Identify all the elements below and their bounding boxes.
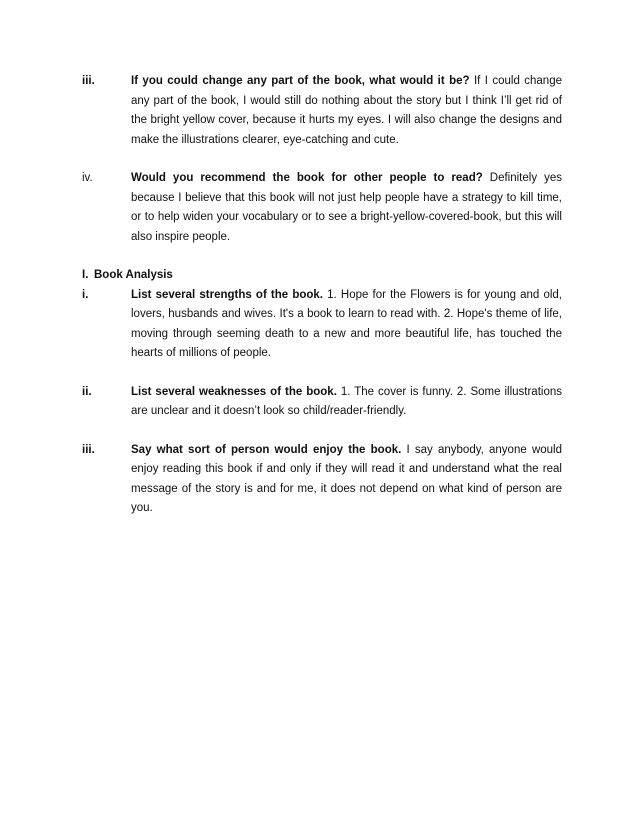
section-numeral: I.: [82, 269, 89, 281]
question-item-iv-recommend: [82, 169, 562, 247]
section-title: Book Analysis: [94, 269, 173, 281]
document-content: [82, 72, 562, 538]
item-question: List several weaknesses of the book.: [131, 385, 337, 398]
analysis-item-audience: [82, 441, 562, 519]
item-numeral: iv.: [82, 172, 93, 184]
item-answer: 1. The cover is funny. 2. Some illustrations are unclear and it doesn’t look so child/reader-friendly.: [131, 385, 562, 417]
item-question: Would you recommend the book for other people to read?: [131, 172, 483, 184]
item-answer: 1. Hope for the Flowers is for young and old, lovers, husbands and wives. It's a book to learn to read with. 2. Hope's theme of life, moving through seeming death to a new and more beautiful life, has touched the hearts of millions of people.: [131, 288, 563, 359]
item-numeral: iii.: [82, 75, 95, 87]
item-question: List several strengths of the book.: [131, 288, 323, 301]
section-heading-book-analysis: [82, 266, 562, 286]
item-question: If you could change any part of the book, what would it be?: [131, 75, 470, 87]
analysis-item-weaknesses: [82, 383, 562, 422]
item-numeral: i.: [82, 288, 89, 301]
item-body: [131, 286, 562, 364]
item-body: [131, 383, 562, 422]
question-item-iii-change: [82, 72, 562, 150]
item-body: [131, 169, 562, 247]
item-answer: If I could change any part of the book, I would still do nothing about the story but I think I’ll get rid of the bright yellow cover, because it hurts my eyes. I will also change the designs and make the illustrations clearer, eye-catching and cute.: [131, 75, 562, 146]
item-answer: I say anybody, anyone would enjoy reading this book if and only if they will read it and understand what the real message of the story is and for me, it does not depend on what kind of person are you.: [131, 443, 562, 514]
item-numeral: iii.: [82, 443, 95, 456]
item-question: Say what sort of person would enjoy the book.: [131, 443, 402, 456]
item-numeral: ii.: [82, 385, 92, 398]
analysis-item-strengths: [82, 286, 562, 364]
item-body: [131, 72, 562, 150]
item-answer: Definitely yes because I believe that this book will not just help people have a strategy to kill time, or to help widen your vocabulary or to see a bright-yellow-covered-book, but this will also inspire people.: [131, 172, 562, 243]
item-body: [131, 441, 562, 519]
